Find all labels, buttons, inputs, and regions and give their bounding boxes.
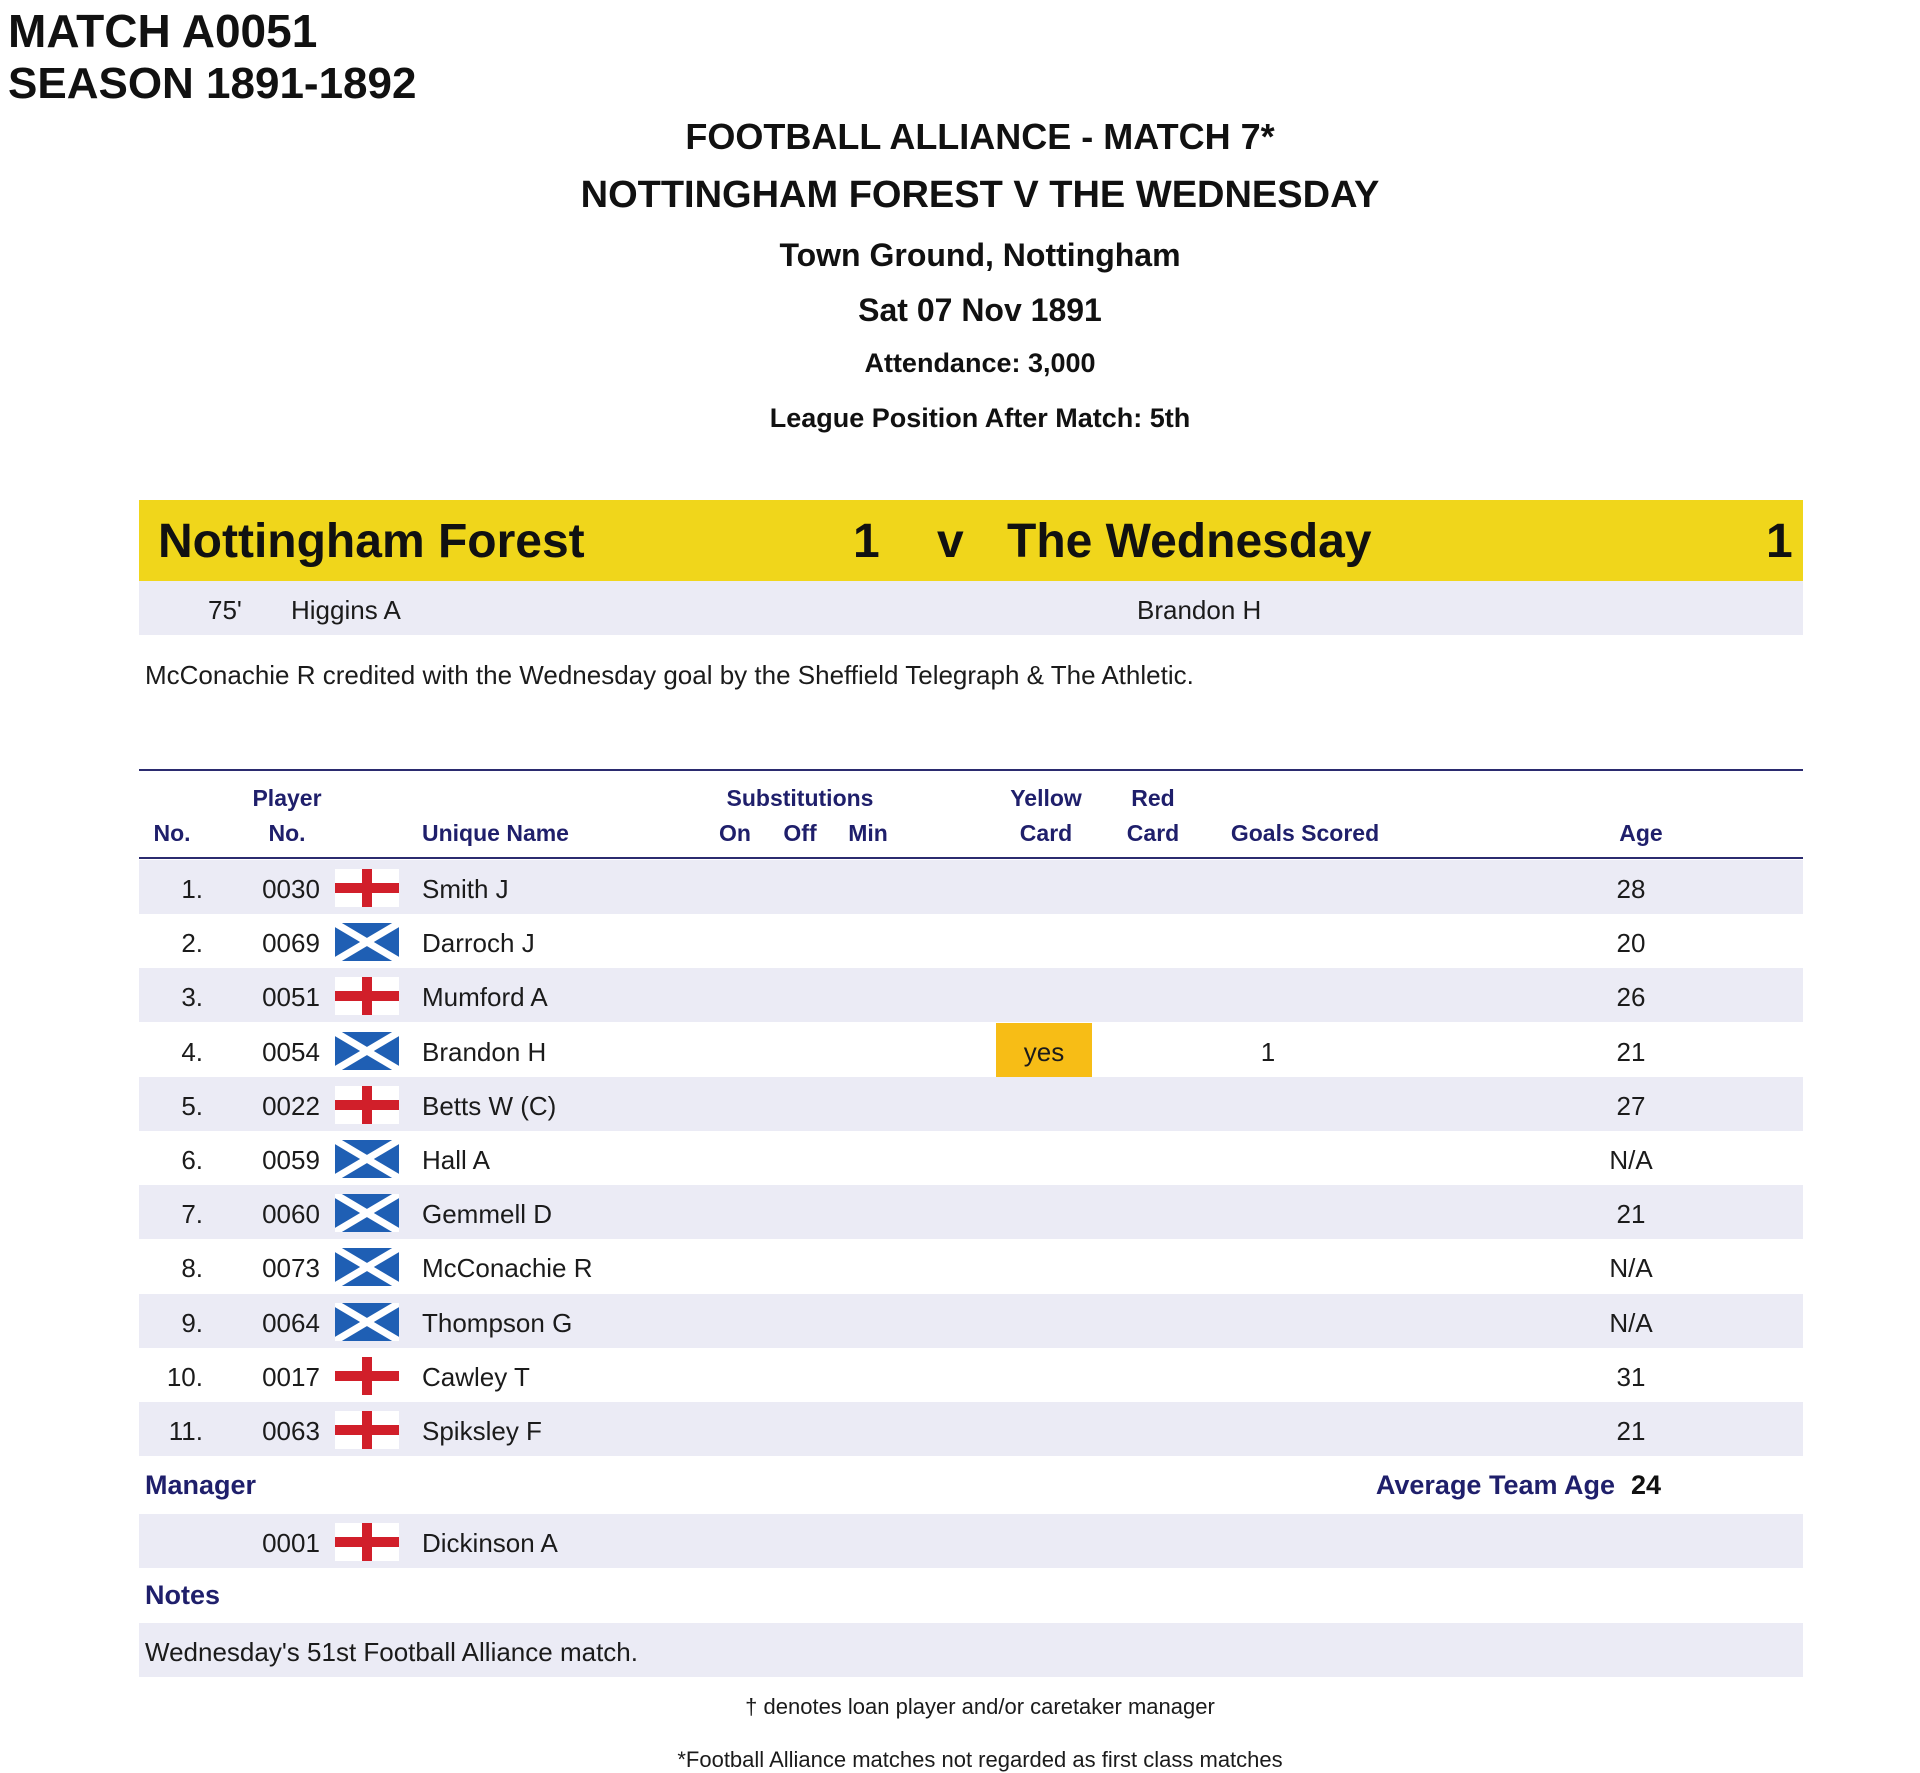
player-age: N/A — [1609, 1145, 1653, 1175]
player-name: Smith J — [422, 874, 509, 904]
scotland-flag-icon — [335, 1194, 399, 1232]
season-label: SEASON 1891-1892 — [8, 59, 417, 108]
row-number: 8. — [181, 1253, 203, 1284]
row-number: 11. — [168, 1416, 203, 1446]
scotland-flag-icon — [335, 923, 399, 961]
col-red: Red — [1131, 785, 1175, 811]
loan-note: † denotes loan player and/or caretaker manager — [745, 1694, 1215, 1719]
player-number: 0064 — [262, 1307, 320, 1338]
yellow-card-cell — [996, 1023, 1092, 1077]
col-no: No. — [153, 820, 191, 846]
goals-scored-value: 1 — [1260, 1036, 1276, 1067]
col-player: Player — [252, 785, 322, 811]
player-name: Betts W (C) — [422, 1090, 557, 1121]
manager-name: Dickinson A — [422, 1528, 558, 1558]
player-age: N/A — [1609, 1253, 1653, 1284]
table-row — [139, 1023, 1803, 1077]
player-name: Mumford A — [422, 982, 548, 1013]
player-age: 20 — [1616, 928, 1646, 959]
player-name: McConachie R — [422, 1253, 593, 1284]
fixture-title: NOTTINGHAM FOREST V THE WEDNESDAY — [580, 174, 1380, 216]
table-row — [139, 914, 1803, 968]
venue: Town Ground, Nottingham — [779, 237, 1181, 273]
col-yellow-card: Card — [1019, 820, 1073, 846]
player-number: 0069 — [262, 928, 320, 959]
player-name: Hall A — [422, 1145, 490, 1175]
table-header-rule — [139, 857, 1803, 859]
match-date: Sat 07 Nov 1891 — [858, 292, 1102, 328]
row-number: 4. — [181, 1036, 203, 1067]
player-age: N/A — [1609, 1307, 1653, 1338]
player-age: 21 — [1616, 1036, 1646, 1067]
england-flag-icon — [335, 1357, 399, 1395]
notes-text: Wednesday's 51st Football Alliance match. — [145, 1637, 638, 1667]
player-age: 26 — [1616, 982, 1646, 1013]
row-number: 5. — [181, 1090, 203, 1121]
home-goal-minute: 75' — [208, 595, 242, 625]
player-name: Thompson G — [422, 1307, 573, 1338]
manager-row — [139, 1514, 1803, 1568]
away-team: The Wednesday — [1007, 515, 1372, 568]
goal-note: McConachie R credited with the Wednesday goal by the Sheffield Telegraph & The Athletic. — [145, 660, 1194, 690]
table-row — [139, 1402, 1803, 1456]
player-number: 0073 — [262, 1253, 320, 1284]
average-age-label: Average Team Age — [1375, 1470, 1615, 1500]
player-age: 21 — [1616, 1199, 1646, 1230]
player-name: Cawley T — [422, 1361, 530, 1392]
player-number: 0063 — [262, 1416, 320, 1446]
away-goals: 1 — [1766, 515, 1793, 568]
col-substitutions: Substitutions — [726, 785, 874, 811]
england-flag-icon — [335, 977, 399, 1015]
player-number: 0030 — [262, 874, 320, 904]
manager-player-no: 0001 — [262, 1528, 320, 1558]
player-number: 0022 — [262, 1090, 320, 1121]
table-row — [139, 1131, 1803, 1185]
col-goals-scored: Goals Scored — [1230, 820, 1380, 846]
player-name: Darroch J — [422, 928, 535, 959]
score-bar — [139, 500, 1803, 581]
attendance: Attendance: 3,000 — [864, 348, 1096, 378]
col-sub-off: Off — [783, 820, 817, 846]
league-position: League Position After Match: 5th — [769, 403, 1191, 433]
player-age: 28 — [1616, 874, 1646, 904]
player-number: 0051 — [262, 982, 320, 1013]
col-sub-on: On — [719, 820, 751, 846]
player-age: 21 — [1616, 1416, 1646, 1446]
row-number: 2. — [181, 928, 203, 959]
alliance-note: *Football Alliance matches not regarded as first class matches — [677, 1747, 1283, 1772]
england-flag-icon — [335, 1086, 399, 1124]
player-number: 0060 — [262, 1199, 320, 1230]
col-player-no: No. — [268, 820, 306, 846]
england-flag-icon — [335, 1523, 399, 1561]
home-goals: 1 — [853, 515, 880, 568]
col-age: Age — [1619, 820, 1663, 846]
england-flag-icon — [335, 1411, 399, 1449]
table-row — [139, 1348, 1803, 1402]
player-number: 0054 — [262, 1036, 320, 1067]
row-number: 10. — [166, 1361, 203, 1392]
col-sub-min: Min — [848, 820, 888, 846]
england-flag-icon — [335, 869, 399, 907]
player-age: 31 — [1616, 1361, 1646, 1392]
table-top-rule — [139, 769, 1803, 771]
average-age-value: 24 — [1631, 1470, 1662, 1500]
player-number: 0017 — [262, 1361, 320, 1392]
table-row — [139, 1077, 1803, 1131]
row-number: 1. — [181, 874, 203, 904]
competition-title: FOOTBALL ALLIANCE - MATCH 7* — [685, 116, 1275, 157]
col-red-card: Card — [1126, 820, 1180, 846]
home-team: Nottingham Forest — [158, 515, 585, 568]
scotland-flag-icon — [335, 1248, 399, 1286]
notes-label: Notes — [145, 1580, 221, 1610]
table-row — [139, 1294, 1803, 1348]
versus-label: v — [937, 515, 964, 568]
home-goal-scorer: Higgins A — [291, 595, 401, 625]
player-name: Gemmell D — [422, 1199, 553, 1230]
player-name: Spiksley F — [422, 1416, 542, 1446]
goal-scorers-row — [139, 581, 1803, 635]
away-goal-scorer: Brandon H — [1137, 595, 1262, 625]
scotland-flag-icon — [335, 1140, 399, 1178]
table-row — [139, 1185, 1803, 1239]
row-number: 3. — [181, 982, 203, 1013]
table-row — [139, 1239, 1803, 1293]
scotland-flag-icon — [335, 1303, 399, 1341]
notes-row — [139, 1623, 1803, 1677]
player-age: 27 — [1616, 1090, 1646, 1121]
col-yellow: Yellow — [1010, 785, 1082, 811]
table-row — [139, 860, 1803, 914]
manager-label: Manager — [145, 1470, 257, 1500]
scotland-flag-icon — [335, 1032, 399, 1070]
table-row — [139, 968, 1803, 1022]
yellow-card-value: yes — [1023, 1036, 1065, 1067]
player-name: Brandon H — [422, 1036, 547, 1067]
match-code: MATCH A0051 — [8, 5, 318, 57]
col-unique-name: Unique Name — [422, 820, 569, 846]
player-number: 0059 — [262, 1145, 320, 1175]
row-number: 9. — [181, 1307, 203, 1338]
row-number: 6. — [181, 1145, 203, 1175]
row-number: 7. — [181, 1199, 203, 1230]
